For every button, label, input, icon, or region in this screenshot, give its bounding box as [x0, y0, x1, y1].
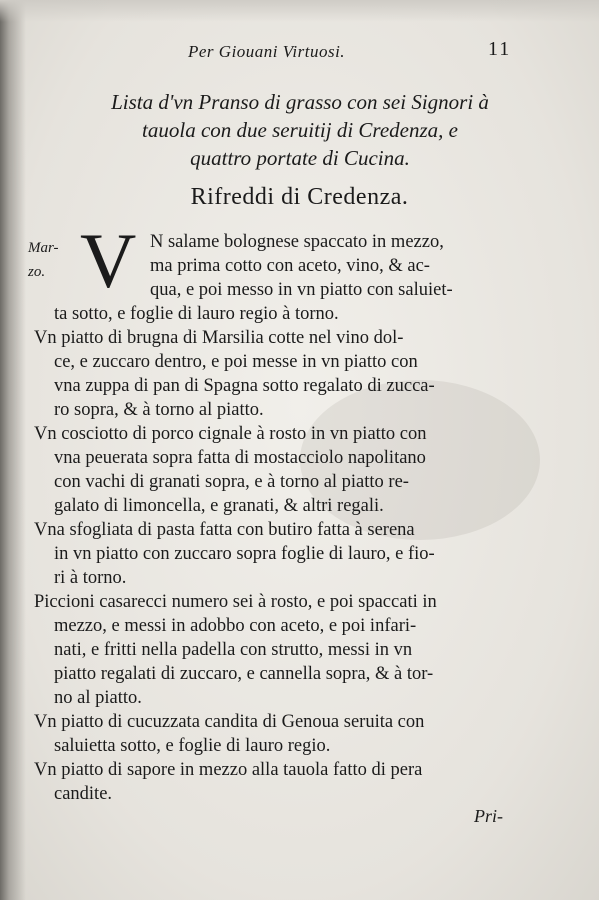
heading-line: quattro portate di Cucina.: [190, 146, 410, 170]
text-line: Vn piatto di brugna di Marsilia cotte nel vino dol-: [34, 328, 404, 348]
text-line: galato di limoncella, e granati, & altri regali.: [54, 496, 384, 516]
section-heading: Rifreddi di Credenza.: [190, 184, 409, 210]
catchword: Pri-: [474, 806, 503, 826]
text-line: nati, e fritti nella padella con strutto, messi in vn: [54, 640, 413, 660]
heading-line: tauola con due seruitij di Credenza, e: [142, 118, 458, 142]
text-line: no al piatto.: [54, 688, 142, 708]
text-line: ma prima cotto con aceto, vino, & ac-: [150, 256, 430, 276]
text-line: con vachi di granati sopra, e à torno al piatto re-: [54, 472, 409, 492]
text-line: candite.: [54, 784, 113, 804]
text-line: qua, e poi messo in vn piatto con saluiet-: [150, 280, 453, 300]
text-line: Vn piatto di sapore in mezzo alla tauola fatto di pera: [34, 760, 423, 780]
text-line: Piccioni casarecci numero sei à rosto, e poi spaccati in: [34, 592, 437, 612]
margin-note-line: zo.: [28, 264, 46, 280]
page-number: 11: [488, 38, 512, 60]
drop-cap: V: [80, 217, 137, 304]
text-line: mezzo, e messi in adobbo con aceto, e poi infari-: [54, 616, 417, 636]
running-title: Per Giouani Virtuosi.: [188, 42, 346, 61]
text-line: saluietta sotto, e foglie di lauro regio.: [54, 736, 331, 756]
heading-line: Lista d'vn Pranso di grasso con sei Signori à: [111, 90, 489, 114]
text-line: vna zuppa di pan di Spagna sotto regalato di zucca-: [54, 376, 435, 396]
text-line: N salame bolognese spaccato in mezzo,: [150, 232, 444, 252]
text-line: vna peuerata sopra fatta di mostacciolo napolitano: [54, 448, 426, 468]
text-line: in vn piatto con zuccaro sopra foglie di lauro, e fio-: [54, 544, 435, 564]
text-line: Vn piatto di cucuzzata candita di Genoua seruita con: [34, 712, 425, 732]
text-line: Vna sfogliata di pasta fatta con butiro fatta à serena: [34, 520, 415, 540]
text-line: ro sopra, & à torno al piatto.: [54, 400, 264, 420]
margin-note-line: Mar-: [28, 240, 59, 256]
text-line: piatto regalati di zuccaro, e cannella sopra, & à tor-: [54, 664, 434, 684]
text-line: ri à torno.: [54, 568, 127, 588]
text-line: Vn cosciotto di porco cignale à rosto in vn piatto con: [34, 424, 427, 444]
text-line: ta sotto, e foglie di lauro regio à torno.: [54, 304, 339, 324]
text-line: ce, e zuccaro dentro, e poi messe in vn piatto con: [54, 352, 418, 372]
